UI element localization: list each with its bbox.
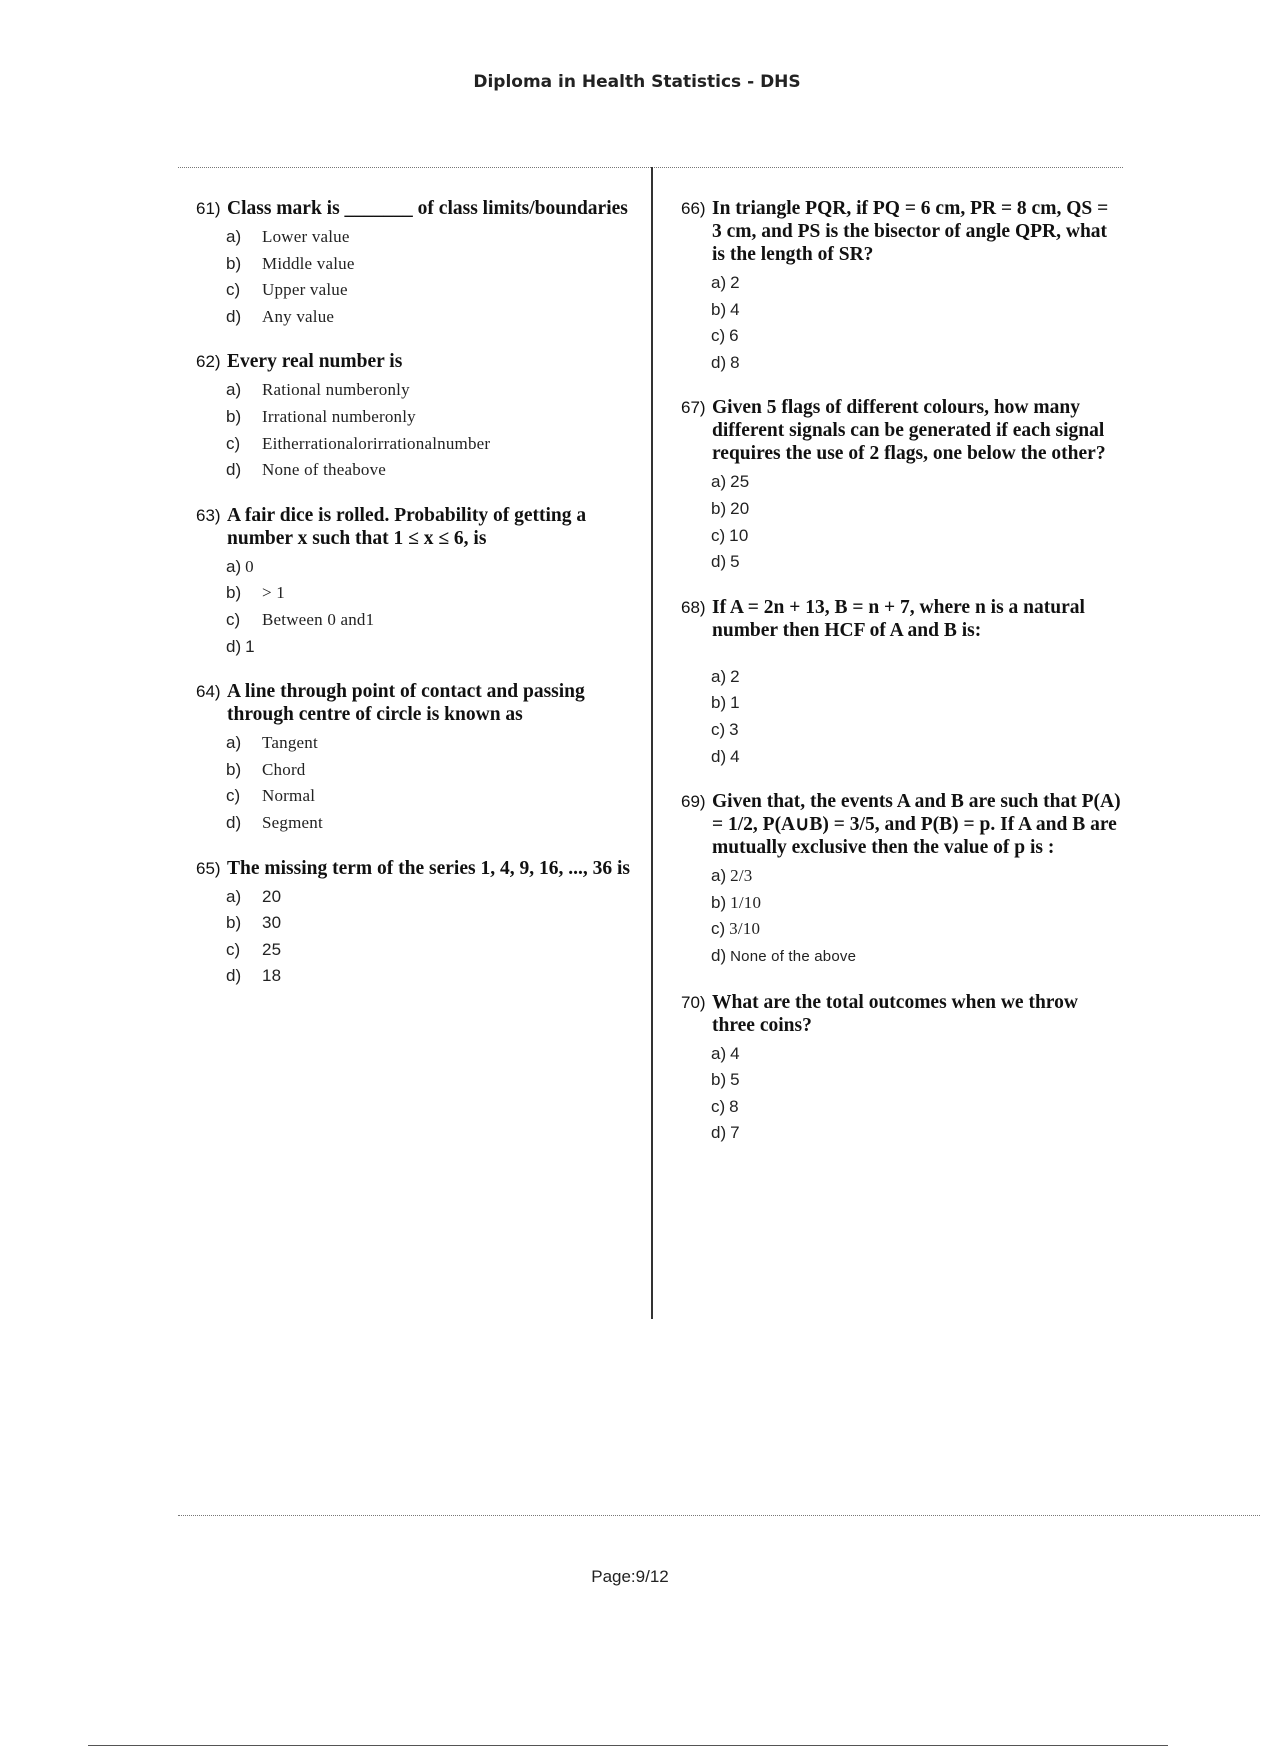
option-a [711,863,1121,890]
option-d [226,457,636,484]
option-text: Normal [262,786,316,806]
option-d [226,304,636,331]
option-letter: a) [711,666,727,686]
option-a [711,664,1121,691]
option-text: 4 [730,1043,740,1063]
option-text: Between 0 and1 [262,609,375,629]
footer-divider [178,1515,1260,1516]
option-text: 3 [729,719,739,739]
left-column [196,197,636,1010]
option-a [226,554,636,581]
option-letter: c) [711,525,726,545]
option-b [711,297,1121,324]
question-number: 69) [681,792,706,812]
question-66 [681,197,1121,376]
option-letter: c) [226,280,241,300]
option-b [226,404,636,431]
option-letter: a) [226,733,242,753]
question-text: Every real number is [227,351,403,373]
option-letter: d) [226,460,242,480]
option-text: Irrational numberonly [262,406,416,426]
option-text: 2 [730,273,740,292]
option-letter: c) [711,719,726,739]
question-text: In triangle PQR, if PQ = 6 cm, PR = 8 cm, QS = 3 cm, and PS is the bisector of angle QPR, what is the length of SR? [712,198,1109,265]
option-text: 8 [729,1096,739,1116]
option-letter: d) [226,306,242,326]
option-text: 1/10 [730,892,762,912]
option-letter: b) [711,693,727,713]
option-d [226,634,636,661]
column-divider [651,167,653,1319]
question-70 [681,991,1121,1147]
option-b [226,910,636,937]
options-list [196,377,636,483]
option-letter: b) [711,498,727,518]
option-b [226,757,636,784]
option-text: Middle value [262,253,355,273]
option-text: 5 [730,552,740,572]
option-b [226,580,636,607]
option-text: Upper value [262,280,348,300]
option-a [226,377,636,404]
options-list [681,270,1121,376]
options-list [681,1041,1121,1147]
option-letter: d) [226,636,242,656]
question-text: What are the total outcomes when we throw three coins? [712,991,1078,1036]
question-text: A line through point of contact and passing through centre of circle is known as [227,681,585,726]
question-63 [196,504,636,660]
option-c [226,783,636,810]
option-text: 4 [730,299,740,319]
option-letter: a) [711,866,727,886]
options-list [681,469,1121,575]
option-text: Any value [262,306,335,326]
page-bottom-rule [88,1745,1168,1746]
option-text: None of the above [730,947,857,965]
option-letter: c) [711,919,726,939]
question-number: 65) [196,858,221,878]
option-letter: d) [711,746,727,766]
option-letter: b) [226,583,242,603]
option-letter: c) [226,433,241,453]
option-letter: c) [226,786,241,806]
question-text: A fair dice is rolled. Probability of getting a number x such that 1 ≤ x ≤ 6, is [227,504,587,549]
option-letter: d) [711,552,727,572]
options-list [196,730,636,836]
question-text: The missing term of the series 1, 4, 9, 16, ..., 36 is [227,857,630,879]
option-letter: d) [226,812,242,832]
option-d [711,549,1121,576]
option-letter: d) [711,352,727,372]
option-text: 25 [262,939,282,959]
option-c [226,431,636,458]
option-letter: b) [226,406,242,426]
right-column [681,197,1121,1167]
option-text: 20 [730,498,750,518]
option-letter: a) [226,380,242,400]
question-64 [196,680,636,836]
option-text: Tangent [262,733,318,753]
document-title: Diploma in Health Statistics - DHS [473,72,801,92]
option-a [226,884,636,911]
question-number: 61) [196,199,221,218]
option-a [226,224,636,251]
option-text: 5 [730,1070,740,1090]
option-text: 8 [730,352,740,372]
option-c [711,323,1121,350]
option-letter: b) [711,1070,727,1090]
option-a [711,1041,1121,1068]
option-d [711,1120,1121,1147]
option-a [226,730,636,757]
question-number: 62) [196,352,221,372]
option-text: Eitherrationalorirrationalnumber [262,433,491,453]
options-list [196,884,636,990]
question-text: Class mark is _______ of class limits/boundaries [227,198,628,219]
question-number: 70) [681,992,706,1012]
question-61 [196,197,636,330]
option-letter: b) [226,253,242,273]
question-number: 66) [681,199,706,218]
question-number: 63) [196,505,221,525]
options-list [681,863,1121,970]
options-list [196,554,636,660]
option-text: Chord [262,759,306,779]
option-c [226,277,636,304]
question-62 [196,350,636,483]
option-text: Segment [262,812,323,832]
option-b [226,251,636,278]
option-letter: b) [711,299,727,319]
option-letter: c) [226,939,241,959]
option-text: Rational numberonly [262,380,410,400]
option-letter: a) [711,273,727,292]
option-d [711,350,1121,377]
option-c [226,607,636,634]
option-text: 25 [730,472,750,492]
option-letter: a) [711,472,727,492]
option-letter: b) [226,759,242,779]
option-letter: c) [711,1096,726,1116]
question-69 [681,790,1121,970]
option-c [226,937,636,964]
options-list [196,224,636,330]
option-b [711,890,1121,917]
question-number: 67) [681,398,706,418]
option-letter: a) [226,886,242,906]
option-letter: c) [226,609,241,629]
option-a [711,270,1121,297]
option-letter: d) [226,966,242,986]
option-d [226,810,636,837]
option-letter: c) [711,326,726,346]
option-text: 20 [262,886,282,906]
option-text: 7 [730,1123,740,1143]
option-text: 30 [262,913,282,933]
option-text: 1 [245,636,255,656]
option-letter: d) [711,945,727,965]
option-text: None of theabove [262,460,387,480]
option-text: 6 [729,326,739,346]
option-text: 1 [730,693,740,713]
option-b [711,496,1121,523]
option-c [711,523,1121,550]
question-number: 64) [196,682,221,702]
option-text: 18 [262,966,282,986]
option-text: 2/3 [730,866,753,886]
option-letter: b) [711,892,727,912]
option-c [711,717,1121,744]
question-65 [196,857,636,990]
option-letter: b) [226,913,242,933]
option-letter: a) [711,1043,727,1063]
option-text: 2 [730,666,740,686]
options-list [681,664,1121,770]
option-text: 4 [730,746,740,766]
option-letter: a) [226,556,242,576]
option-d [711,744,1121,771]
page-number: Page:9/12 [591,1567,669,1586]
option-d [226,963,636,990]
option-c [711,916,1121,943]
option-c [711,1094,1121,1121]
option-a [711,469,1121,496]
question-67 [681,396,1121,575]
option-text: 3/10 [729,919,761,939]
option-text: 0 [245,556,254,576]
option-b [711,1067,1121,1094]
question-number: 68) [681,597,706,617]
question-text: Given 5 flags of different colours, how many different signals can be generated if each signal requires the use of 2 flags, one below the other? [712,397,1106,465]
question-68 [681,596,1121,770]
question-text: Given that, the events A and B are such that P(A) = 1/2, P(A∪B) = 3/5, and P(B) = p. If A and B are mutually exclusive then the value of p is : [712,791,1121,859]
option-text: Lower value [262,227,350,246]
question-text: If A = 2n + 13, B = n + 7, where n is a natural number then HCF of A and B is: [712,596,1085,641]
option-d [711,943,1121,971]
option-letter: d) [711,1123,727,1143]
option-letter: a) [226,227,242,246]
option-text: 10 [729,525,749,545]
option-text: > 1 [262,583,285,603]
option-b [711,690,1121,717]
